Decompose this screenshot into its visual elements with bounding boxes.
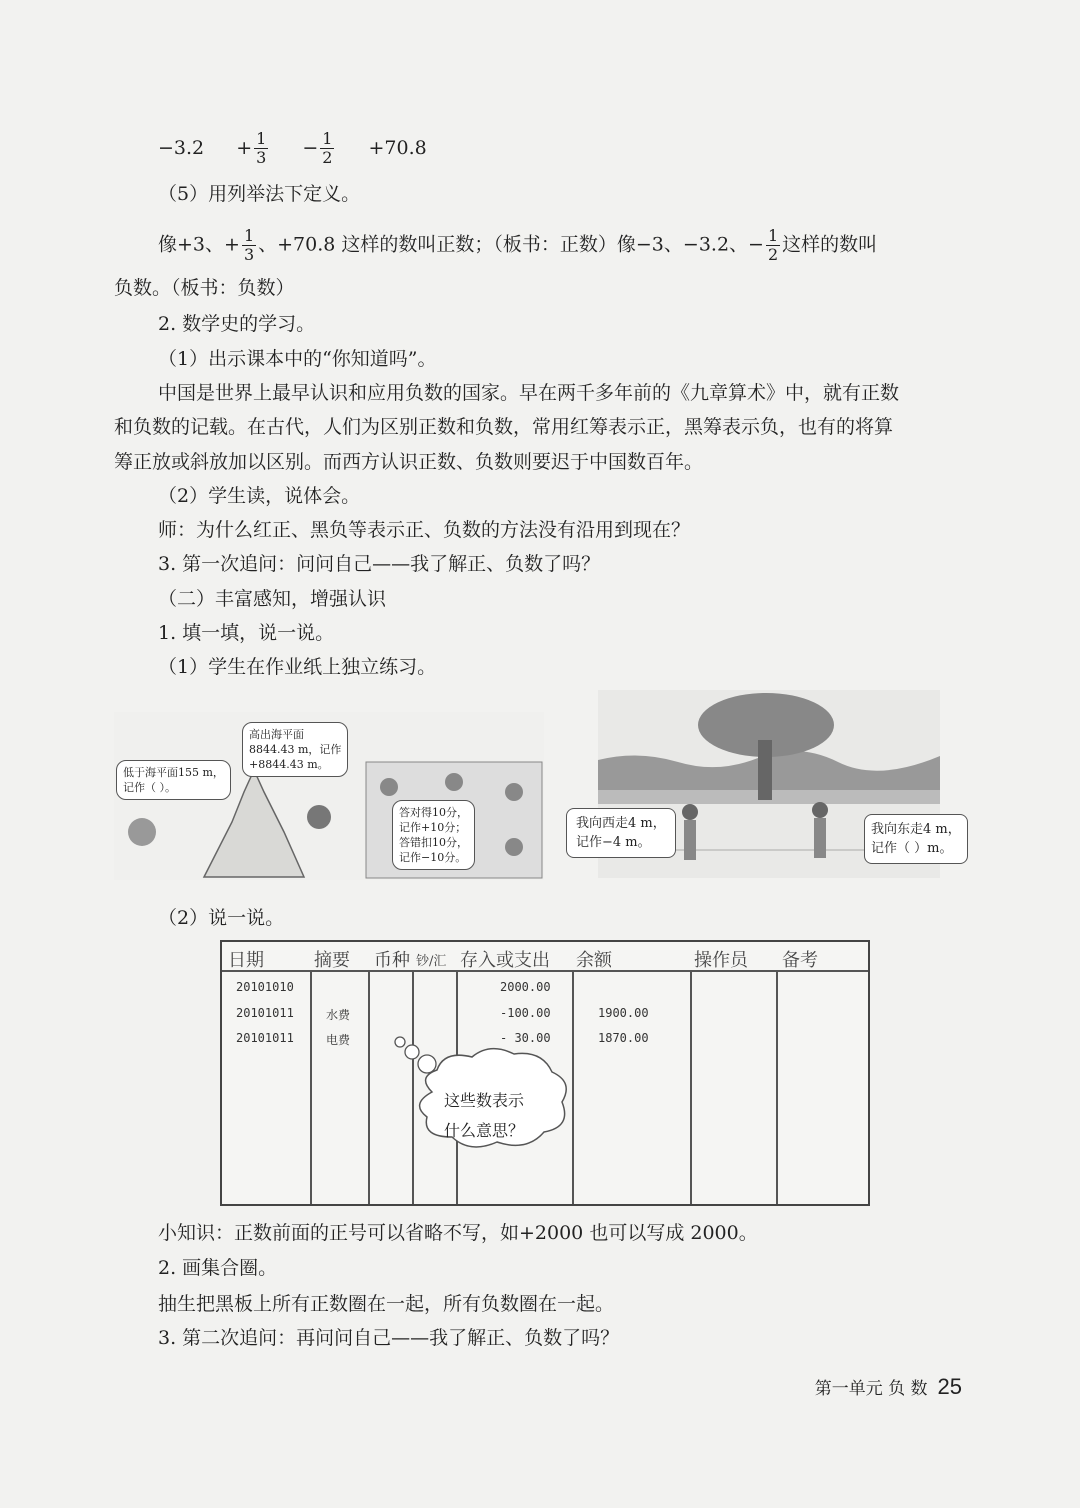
history-paragraph-3: 筹正放或斜放加以区别。而西方认识正数、负数则要迟于中国数百年。 — [114, 451, 704, 473]
circle-text: 抽生把黑板上所有正数圈在一起，所有负数圈在一起。 — [158, 1293, 615, 1315]
thought-cloud — [222, 942, 868, 1204]
definition-line: 像+3、+ $\frac{1}{3}$ 、+70.8 这样的数叫正数；（板书：正数）像−3、−3.2、− $\frac{1}{2}$ 这样的数叫 — [158, 226, 878, 264]
row2-date: 20101011 — [236, 1006, 294, 1020]
header-summary: 摘要 — [314, 950, 350, 971]
row3-date: 20101011 — [236, 1031, 294, 1045]
east-walk-bubble: 我向东走4 m， 记作（ ）m。 — [864, 814, 968, 864]
tip-text: 小知识：正数前面的正号可以省略不写，如+2000 也可以写成 2000。 — [158, 1222, 758, 1244]
row3-amount: - 30.00 — [500, 1031, 551, 1045]
page-number: 25 — [937, 1374, 962, 1399]
header-date: 日期 — [228, 950, 264, 971]
header-amount: 存入或支出 — [460, 950, 550, 971]
section-two-title: （二）丰富感知，增强认识 — [158, 588, 387, 610]
history-paragraph-1: 中国是世界上最早认识和应用负数的国家。早在两千多年前的《九章算术》中，就有正数 — [158, 382, 900, 404]
unit-title: 第一单元 负 数 — [814, 1379, 928, 1399]
row2-balance: 1900.00 — [598, 1006, 649, 1020]
tree-walk-illustration — [576, 690, 961, 878]
first-question: 3. 第一次追问：问问自己——我了解正、负数了吗？ — [158, 553, 601, 575]
west-walk-bubble: 我向西走4 m， 记作−4 m。 — [566, 808, 676, 858]
below-sea-bubble: 低于海平面155 m， 记作（ ）。 — [116, 760, 231, 800]
row2-amount: -100.00 — [500, 1006, 551, 1020]
fill-step-1: （1）学生在作业纸上独立练习。 — [158, 656, 437, 678]
circle-title: 2. 画集合圈。 — [158, 1257, 278, 1279]
history-step-2: （2）学生读，说体会。 — [158, 485, 361, 507]
history-paragraph-2: 和负数的记载。在古代，人们为区别正数和负数，常用红筹表示正，黑筹表示负，也有的将算 — [114, 416, 894, 438]
header-remark: 备考 — [782, 950, 818, 971]
row3-balance: 1870.00 — [598, 1031, 649, 1045]
quiz-bubble: 答对得10分， 记作+10分； 答错扣10分， 记作−10分。 — [392, 800, 475, 870]
row1-date: 20101010 — [236, 980, 294, 994]
cloud-text: 这些数表示 什么意思？ — [444, 1091, 525, 1140]
page-footer — [815, 1374, 962, 1400]
header-currency: 币种 — [374, 950, 410, 971]
mountain-top-bubble: 高出海平面 8844.43 m，记作 +8844.43 m。 — [242, 722, 348, 777]
header-balance: 余额 — [576, 950, 612, 971]
say-title: （2）说一说。 — [158, 907, 285, 929]
fraction-one-third: $\frac{1}{3}$ — [256, 129, 267, 167]
history-step-1: （1）出示课本中的“你知道吗”。 — [158, 348, 437, 370]
row2-summary: 水费 — [326, 1008, 351, 1022]
fill-title: 1. 填一填，说一说。 — [158, 622, 335, 644]
number-examples: −3.2 + $\frac{1}{3}$ − $\frac{1}{2}$ +70.8 — [158, 129, 427, 167]
teacher-question: 师：为什么红正、黑负等表示正、负数的方法没有沿用到现在？ — [158, 519, 691, 541]
header-cash: 钞/汇 — [416, 954, 447, 969]
history-title: 2. 数学史的学习。 — [158, 313, 316, 335]
row3-summary: 电费 — [326, 1033, 351, 1047]
fraction-one-half: $\frac{1}{2}$ — [322, 129, 333, 167]
bank-ledger — [220, 940, 870, 1206]
definition-line-2: 负数。（板书：负数） — [114, 277, 295, 299]
header-operator: 操作员 — [694, 950, 748, 971]
step-5: （5）用列举法下定义。 — [158, 183, 361, 205]
second-question: 3. 第二次追问：再问问自己——我了解正、负数了吗？ — [158, 1327, 620, 1349]
row1-amount: 2000.00 — [500, 980, 551, 994]
mountain-quiz-illustration — [114, 712, 544, 880]
